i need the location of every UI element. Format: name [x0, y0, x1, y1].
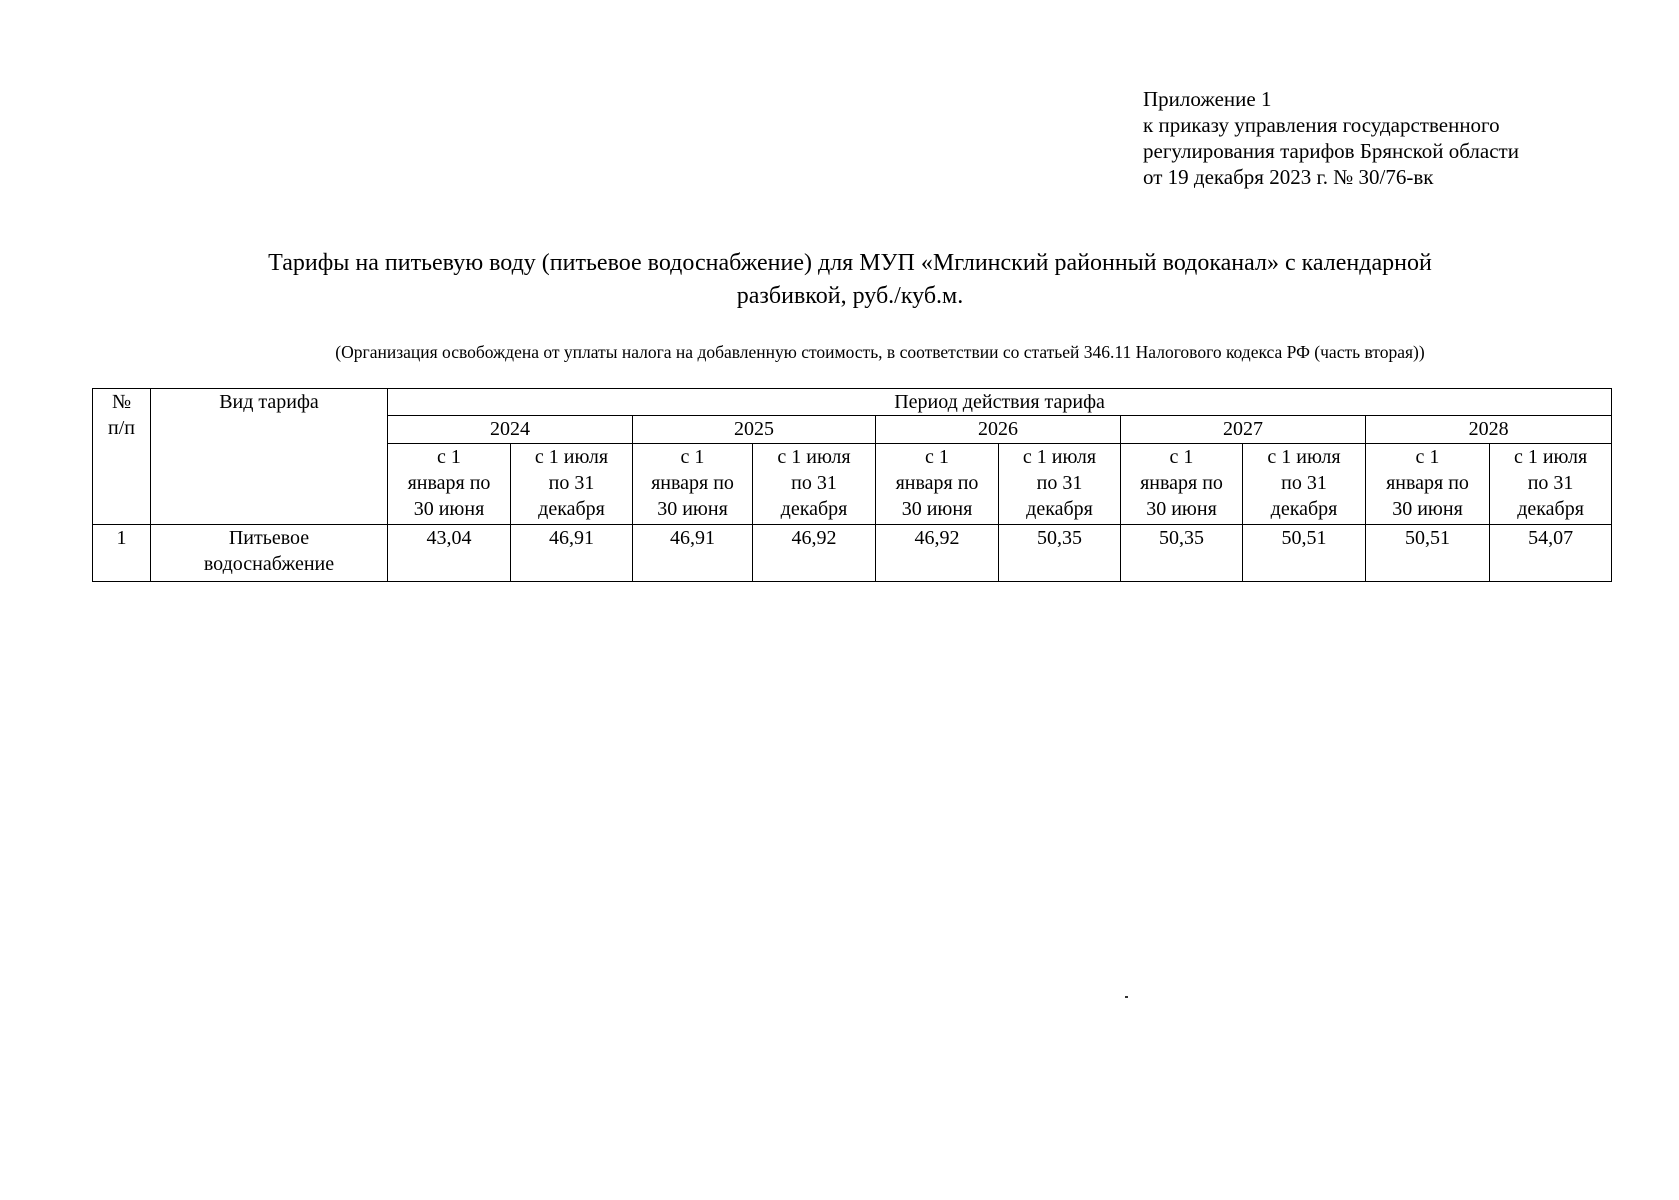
title-line: Тарифы на питьевую воду (питьевое водоснабжение) для МУП «Мглинский районный водоканал» с календарной: [268, 250, 1432, 276]
tariff-value: 46,91: [511, 525, 633, 582]
half-line: с 1 июля: [1513, 446, 1588, 468]
appendix-line: регулирования тарифов Брянской области: [1143, 139, 1519, 163]
header-number-line: п/п: [108, 417, 135, 439]
row-number: 1: [93, 525, 151, 582]
tariff-value: 50,51: [1243, 525, 1366, 582]
half-line: по 31: [791, 472, 837, 494]
header-first-half: [876, 444, 999, 525]
half-line: по 31: [548, 472, 595, 494]
half-line: с 1: [1415, 446, 1440, 468]
header-second-half: [511, 444, 633, 525]
tariff-value: 54,07: [1490, 525, 1612, 582]
tariff-value: 43,04: [388, 525, 511, 582]
half-line: с 1: [1169, 446, 1194, 468]
header-period: Период действия тарифа: [388, 389, 1612, 416]
header-second-half: [1243, 444, 1366, 525]
tariff-value: 46,92: [876, 525, 999, 582]
header-second-half: [1490, 444, 1612, 525]
row-tariff-type-line: водоснабжение: [203, 553, 335, 575]
header-second-half: [999, 444, 1121, 525]
vat-note: (Организация освобождена от уплаты налога на добавленную стоимость, в соответствии со статьей 346.11 Налогового кодекса РФ (часть вторая)): [335, 342, 1425, 362]
tariff-table: [92, 388, 1612, 582]
tariff-value: 50,51: [1366, 525, 1490, 582]
tariff-value: 46,92: [753, 525, 876, 582]
half-line: 30 июня: [901, 498, 973, 520]
half-line: января по: [407, 472, 491, 494]
header-year: 2027: [1121, 416, 1366, 444]
header-first-half: [633, 444, 753, 525]
header-first-half: [1121, 444, 1243, 525]
header-year: 2028: [1366, 416, 1612, 444]
half-line: с 1 июля: [1267, 446, 1341, 468]
half-line: января по: [1386, 472, 1469, 494]
half-line: декабря: [538, 498, 605, 520]
half-line: с 1: [437, 446, 461, 468]
half-line: декабря: [780, 498, 848, 520]
header-second-half: [753, 444, 876, 525]
half-line: 30 июня: [657, 498, 728, 520]
document-title: [130, 247, 1570, 313]
half-line: 30 июня: [1146, 498, 1217, 520]
half-line: января по: [895, 472, 979, 494]
half-line: января по: [1140, 472, 1223, 494]
table-row: [93, 525, 1612, 582]
header-year: 2025: [633, 416, 876, 444]
half-line: 30 июня: [413, 498, 485, 520]
tariff-value: 46,91: [633, 525, 753, 582]
half-line: с 1 июля: [777, 446, 851, 468]
header-first-half: [1366, 444, 1490, 525]
title-line: разбивкой, руб./куб.м.: [736, 283, 964, 309]
tariff-value: 50,35: [1121, 525, 1243, 582]
row-tariff-type-line: Питьевое: [228, 527, 310, 549]
appendix-line: от 19 декабря 2023 г. № 30/76-вк: [1143, 165, 1434, 189]
half-line: по 31: [1281, 472, 1327, 494]
scan-speck: [1125, 996, 1128, 998]
tariff-value: 50,35: [999, 525, 1121, 582]
half-line: декабря: [1270, 498, 1338, 520]
half-line: с 1: [925, 446, 949, 468]
half-line: с 1 июля: [1022, 446, 1097, 468]
header-number-line: №: [111, 391, 132, 413]
half-line: с 1: [680, 446, 705, 468]
header-tariff-type: Вид тарифа: [151, 389, 388, 525]
header-number: [93, 389, 151, 525]
appendix-line: Приложение 1: [1143, 87, 1272, 111]
header-year: 2024: [388, 416, 633, 444]
half-line: по 31: [1527, 472, 1574, 494]
table-header-row: [93, 389, 1612, 416]
header-year: 2026: [876, 416, 1121, 444]
header-first-half: [388, 444, 511, 525]
half-line: по 31: [1036, 472, 1083, 494]
half-line: января по: [651, 472, 734, 494]
half-line: 30 июня: [1392, 498, 1463, 520]
half-line: с 1 июля: [534, 446, 609, 468]
half-line: декабря: [1517, 498, 1584, 520]
half-line: декабря: [1026, 498, 1093, 520]
appendix-header: [1143, 86, 1519, 190]
row-tariff-type: [151, 525, 388, 582]
appendix-line: к приказу управления государственного: [1143, 113, 1500, 137]
